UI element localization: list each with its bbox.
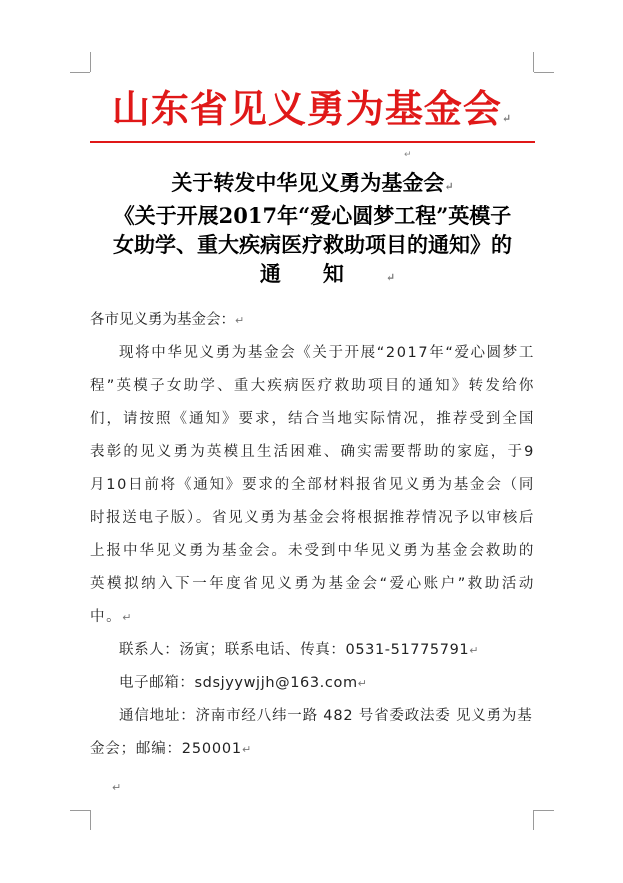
paragraph-mark-icon: ↵	[404, 150, 412, 160]
crop-mark-top-right	[533, 52, 534, 72]
crop-mark-bottom-left	[90, 810, 91, 830]
crop-mark-bottom-left	[70, 810, 90, 811]
crop-mark-top-left	[90, 52, 91, 72]
contact-line: 联系人：汤寅；联系电话、传真：0531-51775791↵	[119, 642, 479, 658]
notice-title-line-1: 关于转发中华见义勇为基金会↵	[171, 170, 454, 195]
empty-paragraph-mark-icon: ↵	[112, 781, 122, 794]
main-paragraph: 现将中华见义勇为基金会《关于开展“2017年“爱心圆梦工程”英模子女助学、重大疾病医疗救助项目的通知》转发给你们，请按照《通知》要求，结合当地实际情况，推荐受到全国表彰的见义勇为英模且生活困难、确实需要帮助的家庭，于9月10日前将《通知》要求的全部材料报省见义勇为基金会（同时报送电子版）。省见义勇为基金会将根据推荐情况予以审核后上报中华见义勇为基金会。未受到中华见义勇为基金会救助的英模拟纳入下一年度省见义勇为基金会“爱心账户”救助活动中。↵	[90, 345, 535, 625]
crop-mark-top-left	[70, 72, 90, 73]
notice-title-line-3: 女助学、重大疾病医疗救助项目的通知》的	[113, 232, 512, 257]
crop-mark-bottom-right	[534, 810, 554, 811]
organization-title-text: 山东省见义勇为基金会	[111, 86, 502, 131]
document-body	[90, 304, 535, 766]
crop-mark-top-right	[534, 72, 554, 73]
crop-mark-bottom-right	[533, 810, 534, 830]
address-line: 通信地址：济南市经八纬一路 482 号省委政法委 见义勇为基金会；邮编：250001↵	[90, 708, 533, 757]
email-line: 电子邮箱：sdsjyywjjh@163.com↵	[119, 675, 367, 691]
paragraph-mark-icon: ↵	[501, 112, 512, 125]
organization-title	[0, 78, 623, 133]
notice-title-line-4: 通知↵	[259, 261, 396, 286]
notice-title	[90, 168, 535, 292]
header-divider	[90, 141, 535, 143]
salutation: 各市见义勇为基金会：↵	[90, 312, 245, 328]
notice-title-line-2: 《关于开展2017年“爱心圆梦工程”英模子	[113, 203, 512, 228]
